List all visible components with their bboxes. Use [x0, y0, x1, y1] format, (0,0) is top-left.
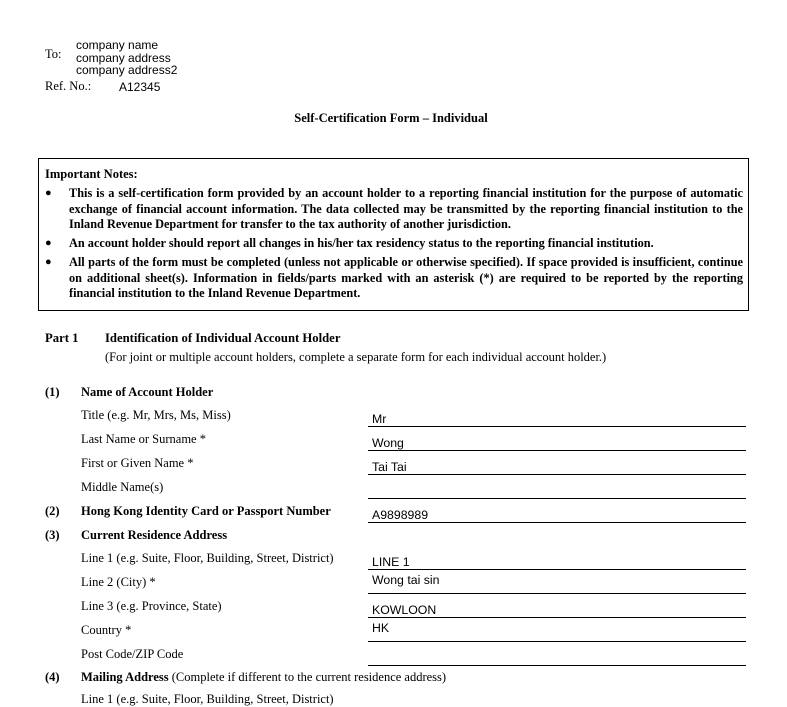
residence-line3-label: Line 3 (e.g. Province, State) [81, 599, 222, 613]
residence-country-value: HK [372, 621, 390, 635]
last-name-value: Wong [372, 436, 404, 450]
mailing-line1-label: Line 1 (e.g. Suite, Floor, Building, Street, District) [81, 692, 334, 706]
residence-country-label: Country * [81, 623, 132, 637]
note-item-3: All parts of the form must be completed (unless not applicable or otherwise specified). If space provided is insufficient, continue on additional sheet(s). Information in fields/parts marked with an asterisk (*) are required to be reported by the reporting financial institution to the Inland Revenue Department. [69, 255, 743, 300]
section4-number: (4) [45, 670, 60, 684]
first-name-field[interactable] [368, 454, 746, 475]
part1-label: Part 1 [45, 331, 79, 345]
first-name-value: Tai Tai [372, 460, 407, 474]
bullet-icon: ● [45, 256, 52, 268]
section4-title [81, 670, 446, 685]
residence-postcode-label: Post Code/ZIP Code [81, 647, 184, 661]
title-value: Mr [372, 412, 387, 426]
residence-line1-label: Line 1 (e.g. Suite, Floor, Building, Street, District) [81, 551, 334, 565]
title-field[interactable] [368, 406, 746, 427]
important-notes-heading: Important Notes: [45, 167, 138, 181]
section3-number: (3) [45, 528, 60, 542]
section3-title: Current Residence Address [81, 528, 228, 542]
section1-number: (1) [45, 385, 60, 399]
residence-postcode-field[interactable] [368, 645, 746, 666]
note-item-1: This is a self-certification form provided by an account holder to a reporting financial institution for the purpose of automatic exchange of financial account information. The data collected may be transmitted by the reporting financial institution to the Inland Revenue Department for transfer to the tax authority of another jurisdiction. [69, 186, 743, 231]
residence-line3-value: KOWLOON [372, 603, 437, 617]
residence-city-label: Line 2 (City) * [81, 575, 156, 589]
residence-city-value: Wong tai sin [372, 573, 440, 587]
middle-name-field[interactable] [368, 478, 746, 499]
to-label: To: [45, 47, 62, 61]
residence-line1-value: LINE 1 [372, 555, 410, 569]
section4-note: (Complete if different to the current residence address) [168, 670, 447, 684]
part1-subtitle: (For joint or multiple account holders, complete a separate form for each individual account holder.) [105, 350, 607, 364]
form-title: Self-Certification Form – Individual [294, 111, 488, 125]
section2-number: (2) [45, 504, 60, 518]
section2-title: Hong Kong Identity Card or Passport Number [81, 504, 331, 518]
part1-title: Identification of Individual Account Holder [105, 331, 341, 345]
id-passport-value: A9898989 [372, 508, 429, 522]
id-passport-field[interactable] [368, 502, 746, 523]
residence-country-field[interactable] [368, 621, 746, 642]
bullet-icon: ● [45, 187, 52, 199]
middle-name-label: Middle Name(s) [81, 480, 164, 494]
residence-line1-field[interactable] [368, 549, 746, 570]
company-address2: company address2 [76, 63, 178, 77]
note-item-2: An account holder should report all changes in his/her tax residency status to the reporting financial institution. [69, 236, 654, 250]
bullet-icon: ● [45, 237, 52, 249]
residence-city-field[interactable] [368, 573, 746, 594]
company-name: company name [76, 38, 159, 52]
ref-no-value: A12345 [119, 80, 161, 94]
ref-no-label: Ref. No.: [45, 79, 92, 93]
title-label: Title (e.g. Mr, Mrs, Ms, Miss) [81, 408, 231, 422]
section1-title: Name of Account Holder [81, 385, 214, 399]
last-name-field[interactable] [368, 430, 746, 451]
residence-line3-field[interactable] [368, 597, 746, 618]
first-name-label: First or Given Name * [81, 456, 194, 470]
company-address: company address [76, 51, 171, 65]
last-name-label: Last Name or Surname * [81, 432, 206, 446]
section4-title-text: Mailing Address [81, 670, 169, 684]
